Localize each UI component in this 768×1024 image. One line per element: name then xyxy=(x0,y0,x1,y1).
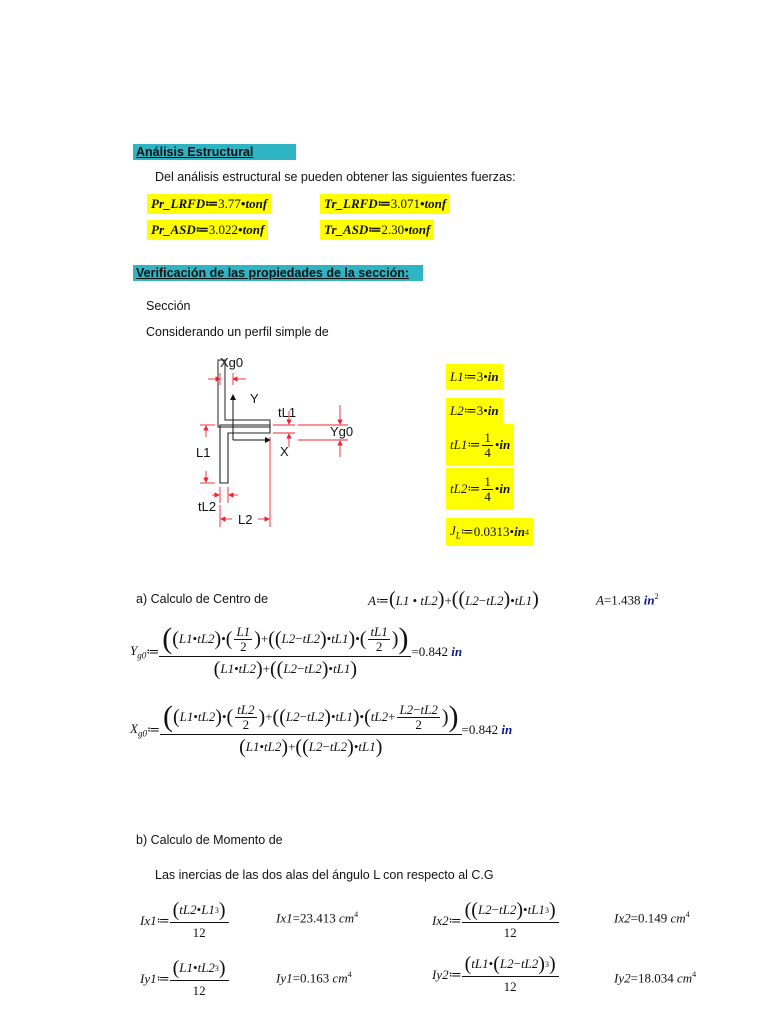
length-unit: in xyxy=(487,369,499,384)
label-yg0: Yg0 xyxy=(330,424,354,439)
tr-asd-value: 2.30 xyxy=(381,222,405,237)
label-xg0: Xg0 xyxy=(220,355,244,370)
jl-definition: $J_L$ ≔ 0.0313 • in 4 xyxy=(446,518,533,546)
pr-asd-definition: Pr_ASD≔3.022•tonf xyxy=(147,220,268,240)
ix2-value: 0.149 xyxy=(637,910,668,926)
label-l2: L2 xyxy=(238,512,253,527)
length-unit: in xyxy=(499,481,511,496)
xg0-value: 0.842 xyxy=(468,721,499,737)
force-unit: tonf xyxy=(242,222,265,237)
ix1-unit: cm xyxy=(338,910,355,926)
iy1-result: Iy1=0.163 $cm^4$ xyxy=(276,970,352,986)
length-unit: in xyxy=(499,437,511,452)
area-formula: A≔(L1 • tL2)+((L2−tL2)•tL1) xyxy=(368,588,539,610)
yg0-formula: $Y_{g0}$ ≔ ( ( L1 • tL2 ) • ( $\frac{L1}{2}$ ) + (( L2 − tL2 ) • tL1 ) • ( $\frac{tL1}{2}$ ) ) ( L1 • tL2 ) + (( L2 − tL2 ) • tL1 ) = 0.842 in xyxy=(130,622,463,680)
iy1-denominator: 12 xyxy=(192,983,206,998)
ix1-value: 23.413 xyxy=(299,910,336,926)
iy2-result: Iy2=18.034 $cm^4$ xyxy=(614,970,697,986)
area-result: A=1.438 $in^2$ xyxy=(596,592,659,608)
force-unit: tonf xyxy=(424,196,447,211)
label-x: X xyxy=(280,444,289,459)
l1-definition: L1 ≔ 3 • in xyxy=(446,364,503,390)
ix2-unit: cm xyxy=(670,910,686,926)
analysis-heading: Análisis Estructural xyxy=(133,144,296,160)
force-unit: tonf xyxy=(408,222,431,237)
jl-value: 0.0313 xyxy=(473,524,510,539)
iy2-formula: Iy2 ≔ ( tL1 • ( L2 − tL2 ) 3 ) 12 xyxy=(432,954,559,995)
length-unit: in xyxy=(514,524,525,539)
length-unit: in xyxy=(487,403,499,418)
centroid-text: a) Calculo de Centro de xyxy=(136,592,269,606)
tl1-denominator: 4 xyxy=(484,444,491,460)
ix2-formula: Ix2 ≔ (( L2 − tL2 ) • tL1 3 ) 12 xyxy=(432,900,559,941)
iy2-unit: cm xyxy=(676,970,693,986)
iy1-unit: cm xyxy=(332,970,348,986)
ix1-formula: Ix1 ≔ ( tL2 • L1 3 ) 12 xyxy=(140,900,229,941)
angle-profile-shape xyxy=(220,425,270,483)
section-label: Sección xyxy=(146,299,191,313)
ix1-denominator: 12 xyxy=(192,925,206,940)
tl2-denominator: 4 xyxy=(484,488,491,504)
tl2-definition: tL2 ≔ $\frac{1}{4}$ • in xyxy=(446,468,514,510)
inertia-text: Las inercias de las dos alas del ángulo L con respecto al C.G xyxy=(155,868,494,882)
tr-lrfd-value: 3.071 xyxy=(390,196,420,211)
ix1-result: Ix1=23.413 $cm^4$ xyxy=(276,910,359,926)
l1-value: 3 xyxy=(476,369,484,384)
label-tl2: tL2 xyxy=(198,499,217,514)
tl1-numerator: 1 xyxy=(484,429,491,445)
force-unit: tonf xyxy=(245,196,268,211)
tl2-numerator: 1 xyxy=(484,473,491,489)
moment-text: b) Calculo de Momento de xyxy=(136,833,283,847)
pr-asd-value: 3.022 xyxy=(208,222,239,237)
xg0-formula: $X_{g0}$ ≔ ( ( L1 • tL2 ) • ( $\frac{tL2}{2}$ ) + (( L2 − tL2 ) • tL1 ) • ( tL2 + $\frac{L2-tL2}{2}$ ) ) ( L1 • tL2 ) + (( L2 − tL2 ) • tL1 ) = 0.842 in xyxy=(130,700,513,758)
profile-text: Considerando un perfil simple de xyxy=(146,325,329,339)
iy2-denominator: 12 xyxy=(503,979,517,994)
l2-value: 3 xyxy=(476,403,484,418)
iy1-formula: Iy1 ≔ ( L1 • tL2 3 ) 12 xyxy=(140,958,229,999)
area-value: 1.438 xyxy=(611,592,641,608)
tr-lrfd-definition: Tr_LRFD≔3.071•tonf xyxy=(320,194,450,214)
l2-definition: L2 ≔ 3 • in xyxy=(446,398,503,424)
iy2-value: 18.034 xyxy=(637,970,674,986)
label-l1: L1 xyxy=(196,445,211,460)
yg0-unit: in xyxy=(451,643,463,659)
area-unit: in xyxy=(643,592,655,608)
yg0-value: 0.842 xyxy=(418,643,449,659)
pr-lrfd-value: 3.77 xyxy=(218,196,241,211)
xg0-unit: in xyxy=(501,721,513,737)
verification-heading: Verificación de las propiedades de la sección: xyxy=(133,265,423,281)
angle-section-diagram xyxy=(180,345,380,535)
label-tl1: tL1 xyxy=(278,405,297,420)
analysis-intro: Del análisis estructural se pueden obtener las siguientes fuerzas: xyxy=(155,170,516,184)
tr-asd-definition: Tr_ASD≔2.30•tonf xyxy=(320,220,434,240)
ix2-result: Ix2=0.149 $cm^4$ xyxy=(614,910,690,926)
label-y: Y xyxy=(250,391,259,406)
ix2-denominator: 12 xyxy=(503,925,517,940)
tl1-definition: tL1 ≔ $\frac{1}{4}$ • in xyxy=(446,424,514,466)
iy1-value: 0.163 xyxy=(299,970,330,986)
pr-lrfd-definition: Pr_LRFD≔3.77•tonf xyxy=(147,194,271,214)
